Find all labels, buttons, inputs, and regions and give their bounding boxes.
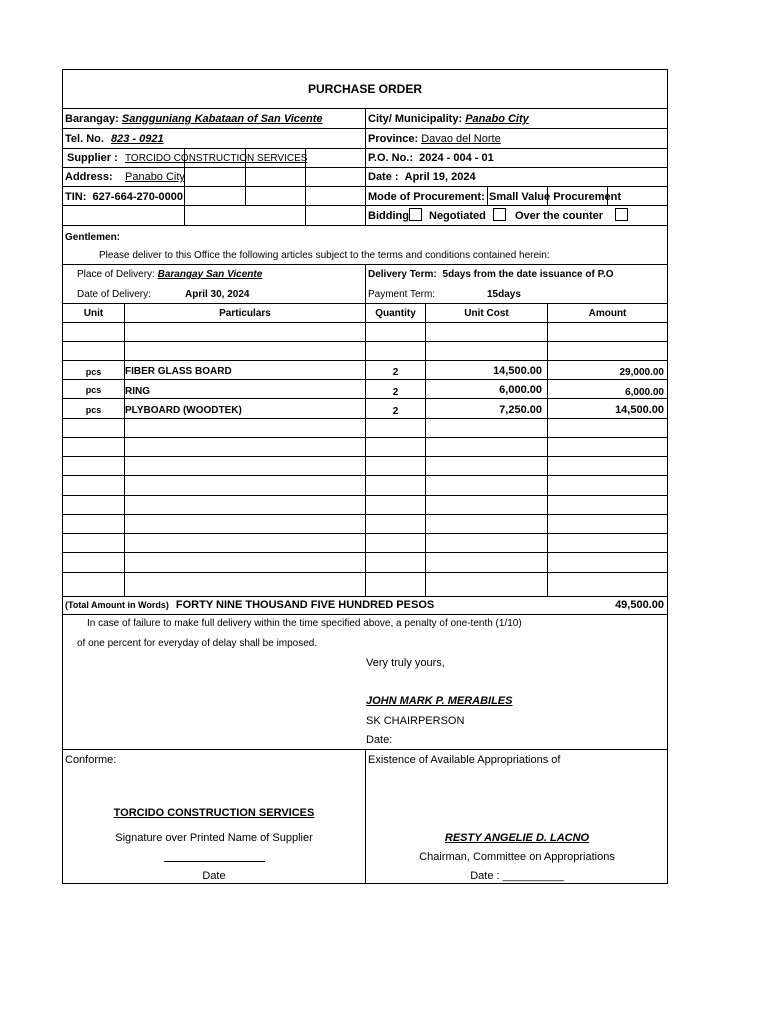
appropriations-label: Existence of Available Appropriations of (368, 754, 561, 766)
date-of-delivery-label: Date of Delivery: (77, 289, 151, 300)
address-value: Panabo City (125, 171, 185, 183)
conforme-signature-caption: Signature over Printed Name of Supplier (115, 832, 313, 844)
bidding-label: Bidding (368, 210, 409, 222)
barangay-label: Barangay: (65, 113, 119, 125)
place-of-delivery-row (77, 268, 262, 282)
delivery-term-value: 5days from the date issuance of P.O (442, 269, 614, 280)
date-row (368, 170, 476, 184)
row-2-particulars: RING (125, 386, 150, 397)
tel-label: Tel. No. (65, 133, 104, 145)
over-the-counter-checkbox[interactable] (615, 208, 628, 221)
supplier-value: TORCIDO CONSTRUCTION SERVICES (125, 153, 308, 164)
col-header-particulars: Particulars (219, 308, 271, 319)
signer-title: SK CHAIRPERSON (366, 715, 465, 727)
row-3-particulars: PLYBOARD (WOODTEK) (125, 405, 242, 416)
payment-term-value: 15days (487, 289, 521, 300)
penalty-line-2: of one percent for everyday of delay shall be imposed. (77, 638, 318, 649)
appropriations-date-label: Date : __________ (470, 870, 564, 882)
total-in-words: FORTY NINE THOUSAND FIVE HUNDRED PESOS (175, 599, 435, 611)
row-1-unit: pcs (85, 367, 102, 377)
row-3-unit-cost: 7,250.00 (499, 404, 542, 416)
col-header-unit: Unit (83, 308, 104, 319)
over-the-counter-label: Over the counter (515, 210, 604, 222)
row-1-quantity: 2 (392, 367, 399, 378)
row-2-amount: 6,000.00 (625, 387, 664, 398)
conforme-supplier-name: TORCIDO CONSTRUCTION SERVICES (113, 807, 315, 819)
negotiated-label: Negotiated (429, 210, 486, 222)
supplier-label: Supplier : (67, 152, 118, 164)
po-label: P.O. No.: (368, 152, 414, 164)
row-2-quantity: 2 (392, 387, 399, 398)
penalty-line-1: In case of failure to make full delivery within the time specified above, a penalty of one-tenth (1/10) (87, 618, 522, 629)
closing-salutation: Very truly yours, (366, 657, 445, 669)
col-header-unit-cost: Unit Cost (464, 308, 509, 319)
po-row (368, 151, 494, 165)
tin-value: 627-664-270-0000 (92, 191, 183, 203)
city-value: Panabo City (465, 113, 529, 125)
tel-row (65, 132, 164, 146)
date-value: April 19, 2024 (404, 171, 476, 183)
date-label: Date : (368, 171, 399, 183)
bidding-checkbox[interactable] (409, 208, 422, 221)
province-row (368, 132, 501, 146)
mode-value: Small Value Procurement (489, 191, 622, 203)
province-label: Province: (368, 133, 419, 145)
negotiated-checkbox[interactable] (493, 208, 506, 221)
delivery-term-label: Delivery Term: (368, 269, 437, 280)
col-header-quantity: Quantity (375, 308, 416, 319)
appropriations-name: RESTY ANGELIE D. LACNO (444, 832, 590, 844)
date-of-delivery-value: April 30, 2024 (185, 289, 250, 300)
barangay-row (65, 112, 323, 126)
salutation: Gentlemen: (65, 232, 121, 243)
place-of-delivery-label: Place of Delivery: (77, 269, 155, 280)
tin-label: TIN: (65, 191, 87, 203)
place-of-delivery-value: Barangay San Vicente (157, 269, 263, 280)
signer-name: JOHN MARK P. MERABILES (366, 695, 513, 707)
row-2-unit: pcs (85, 385, 102, 395)
purchase-order-form (62, 69, 668, 884)
tin-row (65, 190, 183, 204)
barangay-value: Sangguniang Kabataan of San Vicente (121, 113, 323, 125)
delivery-term-row (368, 268, 614, 282)
page-title: PURCHASE ORDER (307, 82, 422, 96)
row-3-amount: 14,500.00 (615, 404, 664, 416)
total-row (65, 598, 434, 612)
conforme-date-label: Date (202, 870, 226, 882)
row-1-amount: 29,000.00 (619, 367, 664, 378)
conforme-date-line (164, 861, 265, 862)
po-value: 2024 - 004 - 01 (419, 152, 494, 164)
province-value: Davao del Norte (421, 133, 501, 145)
payment-term-label: Payment Term: (368, 289, 436, 300)
total-amount: 49,500.00 (615, 599, 664, 611)
conforme-label: Conforme: (65, 754, 117, 766)
intro-text: Please deliver to this Office the following articles subject to the terms and conditions contained herein: (99, 250, 550, 261)
mode-label: Mode of Procurement: (368, 191, 485, 203)
col-header-amount: Amount (588, 308, 627, 319)
row-2-unit-cost: 6,000.00 (499, 384, 542, 396)
signer-date-label: Date: (366, 734, 393, 746)
city-row (368, 112, 529, 126)
row-1-particulars: FIBER GLASS BOARD (125, 366, 232, 377)
row-3-quantity: 2 (392, 406, 399, 417)
tel-value: 823 - 0921 (110, 133, 164, 145)
row-1-unit-cost: 14,500.00 (493, 365, 542, 377)
appropriations-title: Chairman, Committee on Appropriations (419, 851, 615, 863)
city-label: City/ Municipality: (368, 113, 463, 125)
total-label: (Total Amount in Words) (65, 600, 169, 610)
row-3-unit: pcs (85, 405, 102, 415)
address-label: Address: (65, 171, 113, 183)
